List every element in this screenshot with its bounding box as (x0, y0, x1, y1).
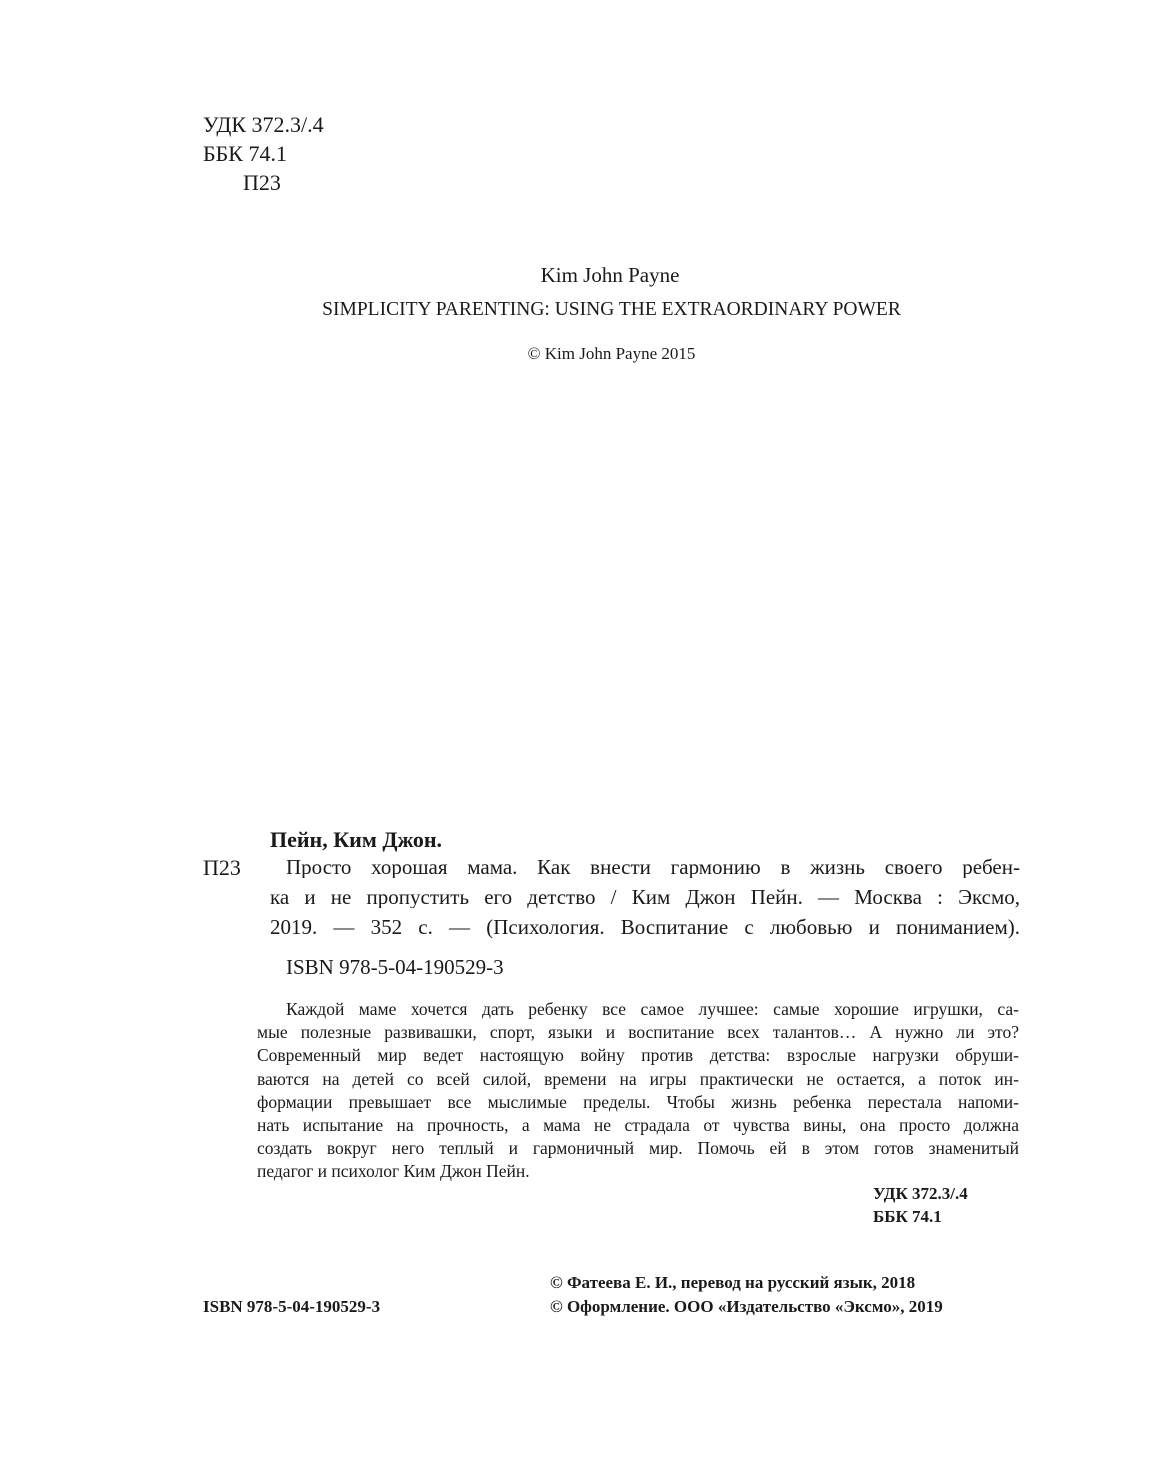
original-author: Kim John Payne (540, 263, 680, 287)
footer-isbn: ISBN 978-5-04-190529-3 (203, 1297, 381, 1316)
catalog-bbk: ББК 74.1 (873, 1207, 942, 1226)
annotation-line: Современный мир ведет настоящую войну против детства: взрослые нагрузки обруши- (257, 1047, 1019, 1065)
annotation-line: педагог и психолог Ким Джон Пейн. (257, 1161, 530, 1181)
original-title: SIMPLICITY PARENTING: USING THE EXTRAORDINARY POWER (322, 299, 901, 320)
annotation-line: мые полезные развивашки, спорт, языки и воспитание всех талантов… А нужно ли это? (257, 1024, 1019, 1042)
author-mark: П23 (243, 170, 281, 195)
catalog-author-mark: П23 (203, 855, 241, 880)
udk-code: УДК 372.3/.4 (203, 112, 324, 137)
catalog-description-line: 2019. — 352 с. — (Психология. Воспитание с любовью и пониманием). (270, 917, 1020, 938)
original-copyright: © Kim John Payne 2015 (527, 344, 696, 363)
catalog-author-heading: Пейн, Ким Джон. (270, 827, 443, 852)
translation-copyright: © Фатеева Е. И., перевод на русский язык, 2018 (550, 1273, 916, 1292)
catalog-description-line: Просто хорошая мама. Как внести гармонию в жизнь своего ребен- (286, 857, 1020, 878)
design-copyright: © Оформление. ООО «Издательство «Эксмо», 2019 (550, 1297, 943, 1316)
annotation-line: Каждой маме хочется дать ребенку все самое лучшее: самые хорошие игрушки, са- (286, 1001, 1019, 1019)
annotation-line: создать вокруг него теплый и гармоничный мир. Помочь ей в этом готов знаменитый (257, 1140, 1019, 1158)
catalog-udk: УДК 372.3/.4 (873, 1184, 968, 1203)
annotation-line: ваются на детей со всей силой, времени на игры практически не остается, а поток ин- (257, 1071, 1019, 1089)
annotation-line: формации превышает все мыслимые пределы. Чтобы жизнь ребенка перестала напоми- (257, 1094, 1019, 1112)
annotation-line: нать испытание на прочность, а мама не страдала от чувства вины, она просто должна (257, 1117, 1019, 1135)
catalog-description-line: ка и не пропустить его детство / Ким Джон Пейн. — Москва : Эксмо, (270, 887, 1020, 908)
catalog-isbn: ISBN 978-5-04-190529-3 (286, 955, 504, 979)
bbk-code: ББК 74.1 (203, 141, 287, 166)
